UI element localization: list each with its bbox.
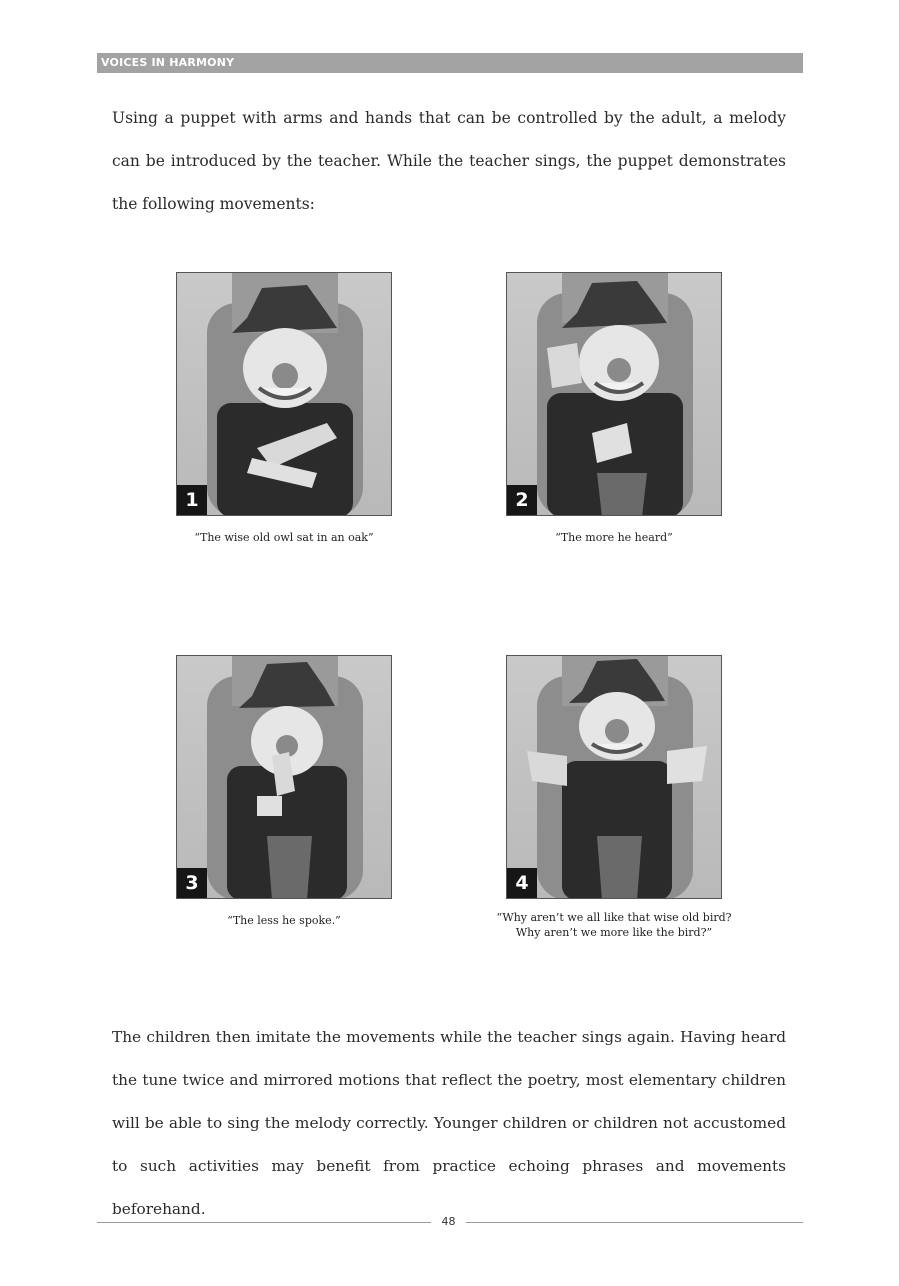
puppet-photo-3 <box>176 655 392 899</box>
figure-number: 3 <box>177 868 207 898</box>
page-number: 48 <box>441 1215 456 1228</box>
closing-paragraph: The children then imitate the movements while the teacher sings again. Having heard the tune twice and mirrored motions that reflect the poetry, most elementary children will be able to sing the melody correctly. Younger children or children not accustomed to such activities may benefit from practice echoing phrases and movements beforehand. <box>112 1028 786 1218</box>
footer-rule-right <box>466 1222 803 1223</box>
figure-caption <box>464 910 764 940</box>
figure-number: 4 <box>507 868 537 898</box>
puppet-finger-to-lips-illustration <box>177 656 392 899</box>
figure-caption-line: Why aren’t we more like the bird?” <box>515 926 713 939</box>
figure-number: 1 <box>177 485 207 515</box>
puppet-photo-2 <box>506 272 722 516</box>
figure-caption: “The wise old owl sat in an oak” <box>194 531 374 544</box>
puppet-hand-to-ear-illustration <box>507 273 722 516</box>
footer-rule-left <box>97 1222 431 1223</box>
puppet-arms-open-illustration <box>507 656 722 899</box>
puppet-crossed-arms-illustration <box>177 273 392 516</box>
figure-caption-line: “Why aren’t we all like that wise old bird? <box>496 911 732 924</box>
puppet-photo-1 <box>176 272 392 516</box>
running-header <box>97 53 803 73</box>
puppet-photo-4 <box>506 655 722 899</box>
book-title: VOICES IN HARMONY <box>101 56 235 69</box>
intro-paragraph: Using a puppet with arms and hands that can be controlled by the adult, a melody can be introduced by the teacher. While the teacher sings, the puppet demonstrates the following movements: <box>112 109 786 213</box>
figure-caption: “The more he heard” <box>555 531 673 544</box>
figure-caption: “The less he spoke.” <box>227 914 341 927</box>
figure-number: 2 <box>507 485 537 515</box>
